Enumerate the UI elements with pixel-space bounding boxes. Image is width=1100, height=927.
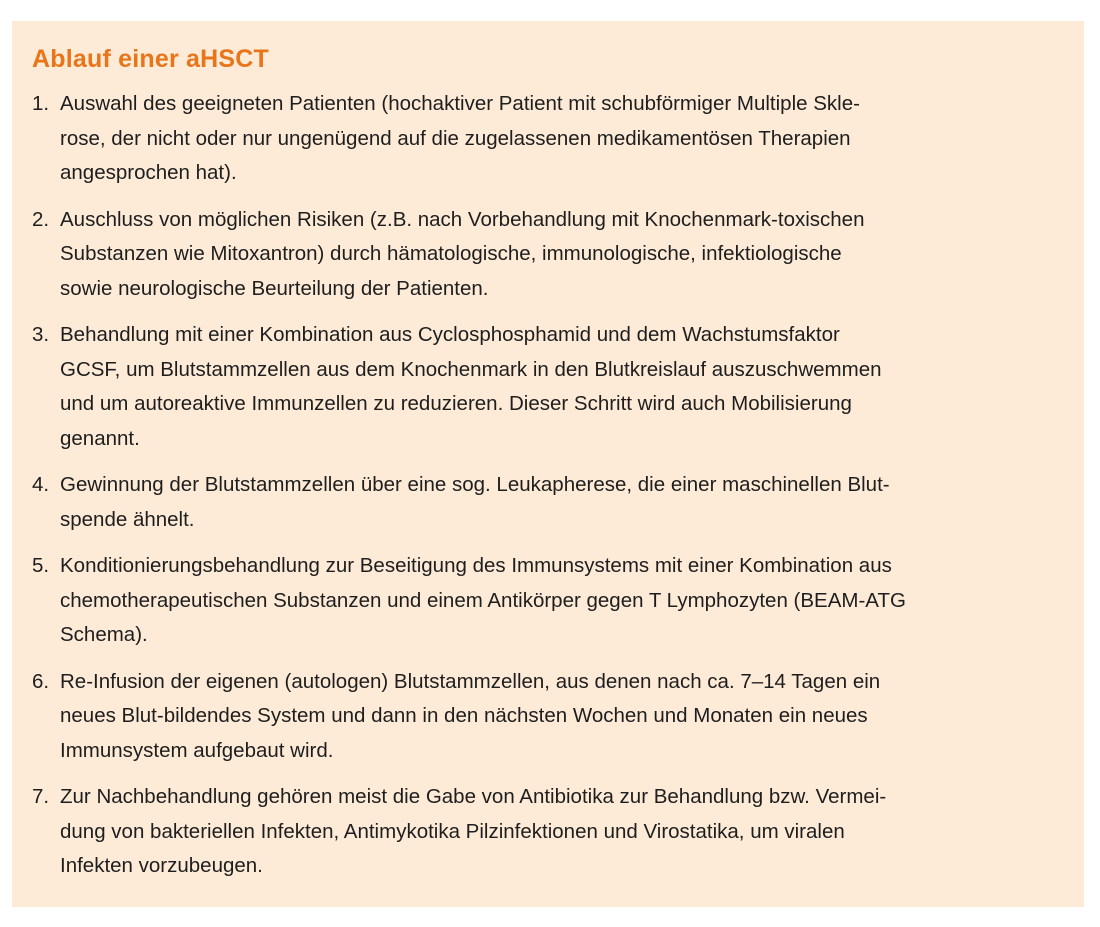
steps-list (32, 87, 1068, 884)
step-text-line: Substanzen wie Mitoxantron) durch hämatologische, immunologische, infektiologische (60, 242, 842, 265)
step-text-line: Gewinnung der Blutstammzellen über eine sog. Leukapherese, die einer maschinellen Blut- (60, 473, 890, 496)
list-item (32, 203, 1068, 307)
step-text-line: Konditionierungsbehandlung zur Beseitigung des Immunsystems mit einer Kombination aus (60, 554, 892, 577)
step-number: 6. (32, 669, 50, 693)
step-text-line: spende ähnelt. (60, 507, 195, 531)
list-item (32, 780, 1068, 884)
box-title: Ablauf einer aHSCT (32, 45, 269, 73)
step-number: 2. (32, 207, 50, 231)
info-box (12, 21, 1084, 907)
step-text-line: rose, der nicht oder nur ungenügend auf die zugelassenen medikamentösen Therapien (60, 126, 851, 150)
step-text-line: Auschluss von möglichen Risiken (z.B. nach Vorbehandlung mit Knochenmark-toxischen (60, 207, 865, 231)
step-number: 7. (32, 785, 50, 808)
step-text-line: sowie neurologische Beurteilung der Patienten. (60, 276, 489, 300)
step-text-line: Immunsystem aufgebaut wird. (60, 738, 334, 762)
step-text-line: Auswahl des geeigneten Patienten (hochaktiver Patient mit schubförmiger Multiple Skle- (60, 92, 860, 115)
step-text-line: Re-Infusion der eigenen (autologen) Blutstammzellen, aus denen nach ca. 7–14 Tagen ein (60, 669, 881, 693)
step-text-line: GCSF, um Blutstammzellen aus dem Knochenmark in den Blutkreislauf auszuschwemmen (60, 357, 882, 381)
step-text-line: genannt. (60, 426, 140, 450)
list-item (32, 318, 1068, 456)
step-number: 4. (32, 473, 50, 496)
step-text-line: chemotherapeutischen Substanzen und einem Antikörper gegen T Lymphozyten (BEAM-ATG (60, 588, 906, 612)
step-text-line: angesprochen hat). (60, 161, 237, 184)
list-item (32, 665, 1068, 769)
list-item (32, 87, 1068, 191)
step-text-line: Zur Nachbehandlung gehören meist die Gabe von Antibiotika zur Behandlung bzw. Vermei- (60, 785, 887, 808)
step-number: 1. (32, 92, 50, 115)
step-number: 3. (32, 323, 50, 346)
step-text-line: und um autoreaktive Immunzellen zu reduzieren. Dieser Schritt wird auch Mobilisierung (60, 392, 852, 415)
step-text-line: Schema). (60, 623, 148, 646)
list-item (32, 468, 1068, 537)
step-text-line: neues Blut-bildendes System und dann in den nächsten Wochen und Monaten ein neues (60, 704, 868, 727)
step-text-line: Behandlung mit einer Kombination aus Cyclosphosphamid und dem Wachstumsfaktor (60, 323, 840, 346)
list-item (32, 549, 1068, 653)
step-text-line: dung von bakteriellen Infekten, Antimykotika Pilzinfektionen und Virostatika, um viralen (60, 819, 845, 843)
step-number: 5. (32, 554, 50, 577)
step-text-line: Infekten vorzubeugen. (60, 854, 263, 877)
